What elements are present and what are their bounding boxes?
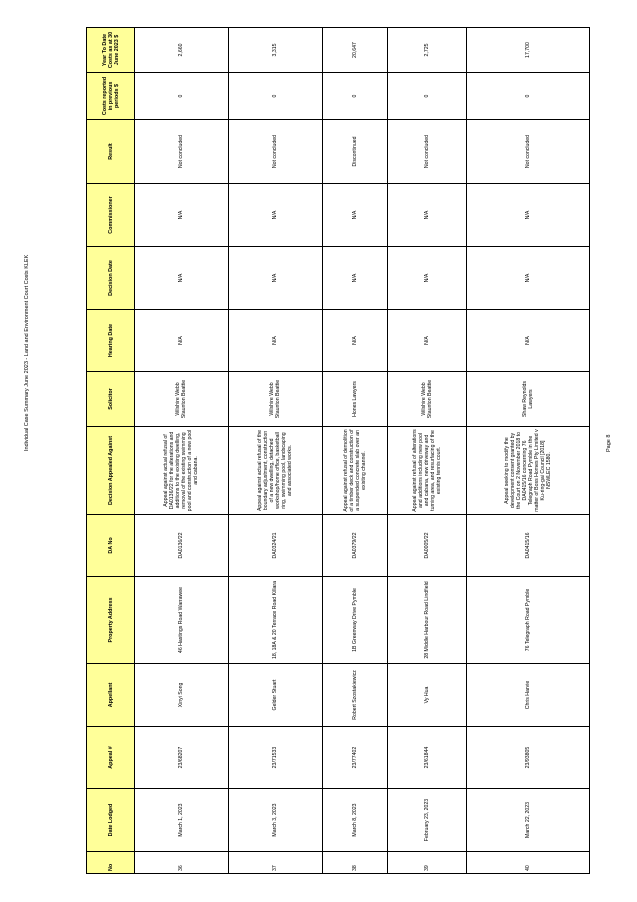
cell-decision: Appeal against refusal of demolition of a timber deck and construction of a suspended concrete slab over an existing channel. <box>322 427 387 515</box>
cell-prev-costs: 0 <box>387 73 466 120</box>
cell-appeal: 23/77402 <box>322 727 387 789</box>
cell-commissioner: N/A <box>387 184 466 247</box>
cell-appeal: 23/71533 <box>228 727 322 789</box>
cell-commissioner: N/A <box>467 184 590 247</box>
cell-result: Not concluded <box>467 120 590 184</box>
col-header: Appeal # <box>87 727 135 789</box>
cell-ytd-costs: 17,700 <box>467 28 590 73</box>
cell-address: 1B Greenway Drive Pymble <box>322 577 387 664</box>
cell-decision: Appeal seeking to modify the development consent granted by the Court on 2 November 2018 to DA0415/16 concerning 76 Telegraph Road Pymble in the matter of Boss Homes Pty Limited v Ku-ring-gai Council [2018] NSWLEC 1580. <box>467 427 590 515</box>
cell-appeal: 23/93805 <box>467 727 590 789</box>
cell-date-lodged: March 3, 2023 <box>228 789 322 852</box>
cell-address: 18, 18A & 20 Terrace Road Killara <box>228 577 322 664</box>
table-row <box>467 28 590 874</box>
col-header: Hearing Date <box>87 310 135 372</box>
col-header: Appellant <box>87 664 135 727</box>
cell-solicitor: Wilshire Webb Staunton Beattie <box>228 372 322 427</box>
cell-commissioner: N/A <box>228 184 322 247</box>
cell-decision: Appeal against actual refusal of the boundary adjustment, construction of a new dwelling, detached workshop/home office, basketball ring, swimming pool, landscaping and associated works. <box>228 427 322 515</box>
cell-solicitor: Wilshire Webb Staunton Beattie <box>387 372 466 427</box>
cell-decision-date: N/A <box>387 247 466 310</box>
cell-result: Not concluded <box>228 120 322 184</box>
page-number: Page 8 <box>606 434 612 452</box>
cell-appellant: Gelder Stuart <box>228 664 322 727</box>
cell-no: 37 <box>228 852 322 874</box>
page-header: Individual Case Summary June 2023 - Land and Environment Court Costs KLEK <box>24 254 30 451</box>
cell-da-no: DA0324/21 <box>228 515 322 577</box>
cell-appeal: 23/61844 <box>387 727 466 789</box>
cell-hearing-date: N/A <box>135 310 229 372</box>
col-header: Costs reported in previous periods $ <box>87 73 135 120</box>
cell-decision-date: N/A <box>322 247 387 310</box>
cell-ytd-costs: 3,315 <box>228 28 322 73</box>
cell-result: Not concluded <box>387 120 466 184</box>
table-row <box>322 28 387 874</box>
cell-commissioner: N/A <box>135 184 229 247</box>
col-header: DA No <box>87 515 135 577</box>
cell-decision: Appeal against actual refusal of DA0136/22 for the alterations and additions to the existing dwelling, removal of the existing swimming pool and construction of a new pool and cabana. <box>135 427 229 515</box>
cell-appeal: 23/68207 <box>135 727 229 789</box>
cell-result: Discontinued <box>322 120 387 184</box>
table-row <box>135 28 229 874</box>
col-header: Decision Date <box>87 247 135 310</box>
col-header: Year To Date Costs as at 30 June 2023 $ <box>87 28 135 73</box>
col-header: No <box>87 852 135 874</box>
cell-appellant: Chris Harvie <box>467 664 590 727</box>
cell-prev-costs: 0 <box>135 73 229 120</box>
col-header: Decision Appealed Against <box>87 427 135 515</box>
cell-no: 39 <box>387 852 466 874</box>
cell-date-lodged: February 23, 2023 <box>387 789 466 852</box>
cell-da-no: DA0136/22 <box>135 515 229 577</box>
cell-decision: Appeal against refusal of alterations and additions including new pool and cabana, new driveway and turning area, and resurfacing of the existing tennis court. <box>387 427 466 515</box>
cell-da-no: DA0005/22 <box>387 515 466 577</box>
cell-date-lodged: March 22, 2023 <box>467 789 590 852</box>
cell-commissioner: N/A <box>322 184 387 247</box>
cell-solicitor: Shaw Reynolds Lawyers <box>467 372 590 427</box>
cell-decision-date: N/A <box>467 247 590 310</box>
cell-hearing-date: N/A <box>322 310 387 372</box>
cell-hearing-date: N/A <box>228 310 322 372</box>
col-header: Result <box>87 120 135 184</box>
cell-address: 28 Middle Harbour Road Lindfield <box>387 577 466 664</box>
cell-date-lodged: March 8, 2023 <box>322 789 387 852</box>
table-row <box>387 28 466 874</box>
col-header: Commissioner <box>87 184 135 247</box>
cell-decision-date: N/A <box>228 247 322 310</box>
cell-appellant: Robert Szostakiewicz <box>322 664 387 727</box>
table-row <box>228 28 322 874</box>
cell-prev-costs: 0 <box>467 73 590 120</box>
cell-prev-costs: 0 <box>228 73 322 120</box>
cell-appellant: Xinyi Song <box>135 664 229 727</box>
cell-da-no: DA0379/22 <box>322 515 387 577</box>
cell-hearing-date: N/A <box>387 310 466 372</box>
cell-da-no: DA0415/16 <box>467 515 590 577</box>
cell-no: 40 <box>467 852 590 874</box>
col-header: Date Lodged <box>87 789 135 852</box>
cell-solicitor: Wilshire Webb Staunton Beattie <box>135 372 229 427</box>
cell-date-lodged: March 1, 2023 <box>135 789 229 852</box>
col-header: Solicitor <box>87 372 135 427</box>
cell-address: 76 Telegraph Road Pymble <box>467 577 590 664</box>
cell-ytd-costs: 2,725 <box>387 28 466 73</box>
cell-ytd-costs: 2,660 <box>135 28 229 73</box>
col-header: Property Address <box>87 577 135 664</box>
cell-no: 36 <box>135 852 229 874</box>
rotated-page <box>86 28 590 874</box>
cell-address: 46 Hastings Road Warrawee <box>135 577 229 664</box>
cell-appellant: Vy Hua <box>387 664 466 727</box>
cell-no: 38 <box>322 852 387 874</box>
cell-hearing-date: N/A <box>467 310 590 372</box>
cell-result: Not concluded <box>135 120 229 184</box>
cell-solicitor: Hones Lawyers <box>322 372 387 427</box>
cell-decision-date: N/A <box>135 247 229 310</box>
table-header-row <box>87 28 135 874</box>
cell-prev-costs: 0 <box>322 73 387 120</box>
cell-ytd-costs: 20,647 <box>322 28 387 73</box>
case-summary-table <box>86 27 590 874</box>
